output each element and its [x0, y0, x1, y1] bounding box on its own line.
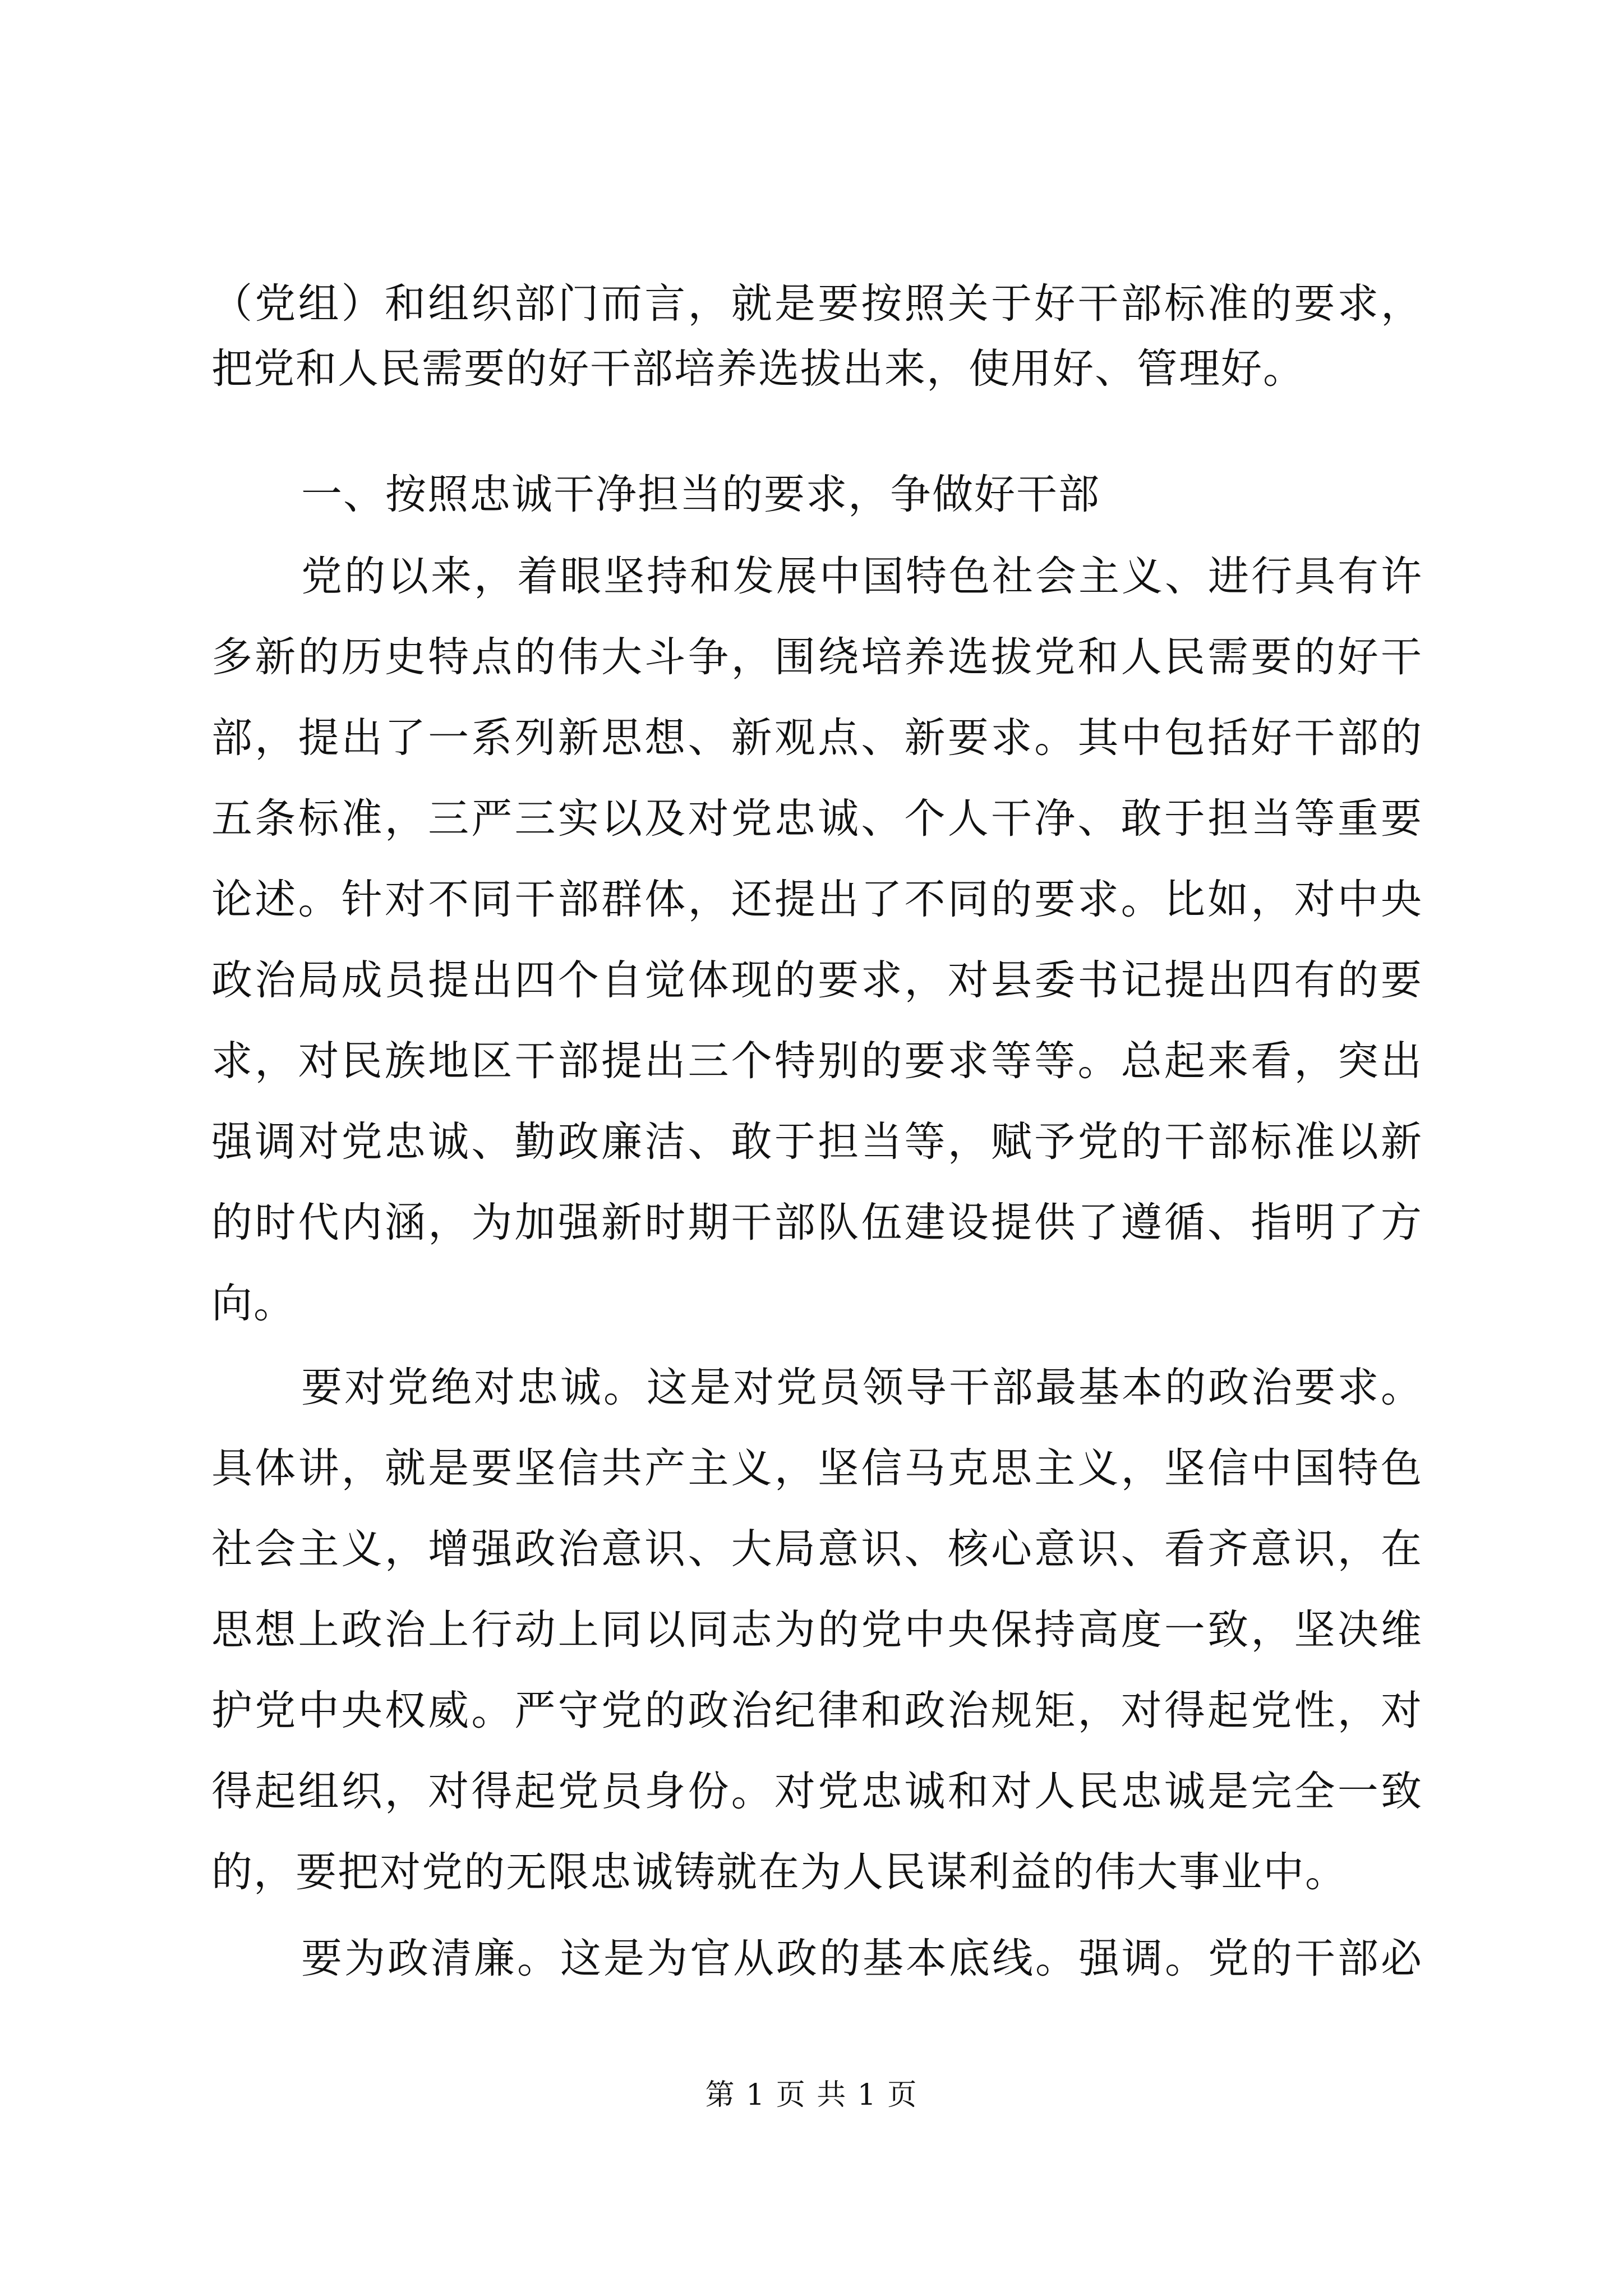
text-line: 向。: [211, 1280, 296, 1327]
text-line: 要为政清廉。这是为官从政的基本底线。强调。党的干部必: [301, 1935, 1423, 1982]
text-line: 五条标准，三严三实以及对党忠诚、个人干净、敢于担当等重要: [211, 795, 1423, 843]
section-heading: 一、按照忠诚干净担当的要求，争做好干部: [301, 471, 1100, 518]
text-line: 多新的历史特点的伟大斗争，围绕培养选拔党和人民需要的好干: [211, 633, 1423, 681]
page-footer: 第 1 页 共 1 页: [705, 2078, 918, 2112]
text-line: 社会主义，增强政治意识、大局意识、核心意识、看齐意识，在: [211, 1525, 1423, 1573]
text-line: 思想上政治上行动上同以同志为的党中央保持高度一致，坚决维: [211, 1606, 1423, 1654]
text-line: 把党和人民需要的好干部培养选拔出来，使用好、管理好。: [211, 345, 1305, 393]
text-line: 强调对党忠诚、勤政廉洁、敢于担当等，赋予党的干部标准以新: [211, 1118, 1423, 1166]
text-line: 部，提出了一系列新思想、新观点、新要求。其中包括好干部的: [211, 714, 1423, 762]
text-line: 的，要把对党的无限忠诚铸就在为人民谋利益的伟大事业中。: [211, 1848, 1347, 1896]
text-line: 的时代内涵，为加强新时期干部队伍建设提供了遵循、指明了方: [211, 1199, 1423, 1246]
text-line: 得起组织，对得起党员身份。对党忠诚和对人民忠诚是完全一致: [211, 1768, 1423, 1815]
text-line: 要对党绝对忠诚。这是对党员领导干部最基本的政治要求。: [301, 1364, 1423, 1411]
text-line: 求，对民族地区干部提出三个特别的要求等等。总起来看，突出: [211, 1037, 1423, 1085]
text-line: 政治局成员提出四个自觉体现的要求，对县委书记提出四有的要: [211, 956, 1423, 1004]
text-line: （党组）和组织部门而言，就是要按照关于好干部标准的要求，: [211, 280, 1423, 328]
text-line: 护党中央权威。严守党的政治纪律和政治规矩，对得起党性，对: [211, 1687, 1423, 1734]
text-line: 具体讲，就是要坚信共产主义，坚信马克思主义，坚信中国特色: [211, 1444, 1423, 1492]
text-line: 论述。针对不同干部群体，还提出了不同的要求。比如，对中央: [211, 876, 1423, 923]
text-line: 党的以来，着眼坚持和发展中国特色社会主义、进行具有许: [301, 553, 1423, 600]
